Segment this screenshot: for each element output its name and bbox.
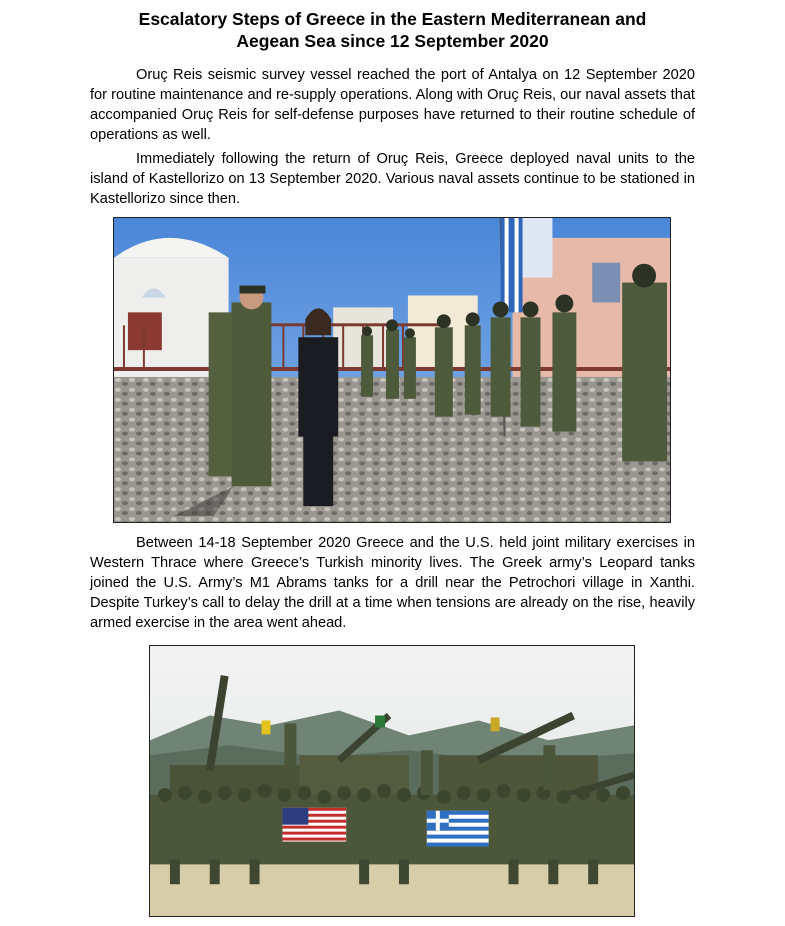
title-line-2: Aegean Sea since 12 September 2020 <box>236 31 549 51</box>
title-line-1: Escalatory Steps of Greece in the Eastern Mediterranean and <box>138 9 647 29</box>
document-title <box>60 8 725 52</box>
paragraph-joint-exercises: Between 14-18 September 2020 Greece and the U.S. held joint military exercises in Western Thrace where Greece’s Turkish minority lives. The Greek army’s Leopard tanks joined the U.S. Army’s M1 Abrams tanks for a drill near the Petrochori village in Xanthi. Despite Turkey’s call to delay the drill at a time when tensions are already on the rise, heavily armed exercise in the area went ahead. <box>90 535 695 631</box>
paragraph-kastellorizo: Immediately following the return of Oruç Reis, Greece deployed naval units to the island of Kastellorizo on 13 September 2020. Various naval assets continue to be stationed in Kastellorizo since then. <box>90 151 695 207</box>
kastellorizo-ceremony-photo <box>113 217 671 523</box>
paragraph-oruc-reis: Oruç Reis seismic survey vessel reached the port of Antalya on 12 September 2020 for routine maintenance and re-supply operations. Along with Oruç Reis, our naval assets that accompanied Oruç Reis for self-defense purposes have returned to their routine schedule of operations as well. <box>90 67 695 143</box>
joint-exercise-tanks-photo <box>149 645 635 917</box>
